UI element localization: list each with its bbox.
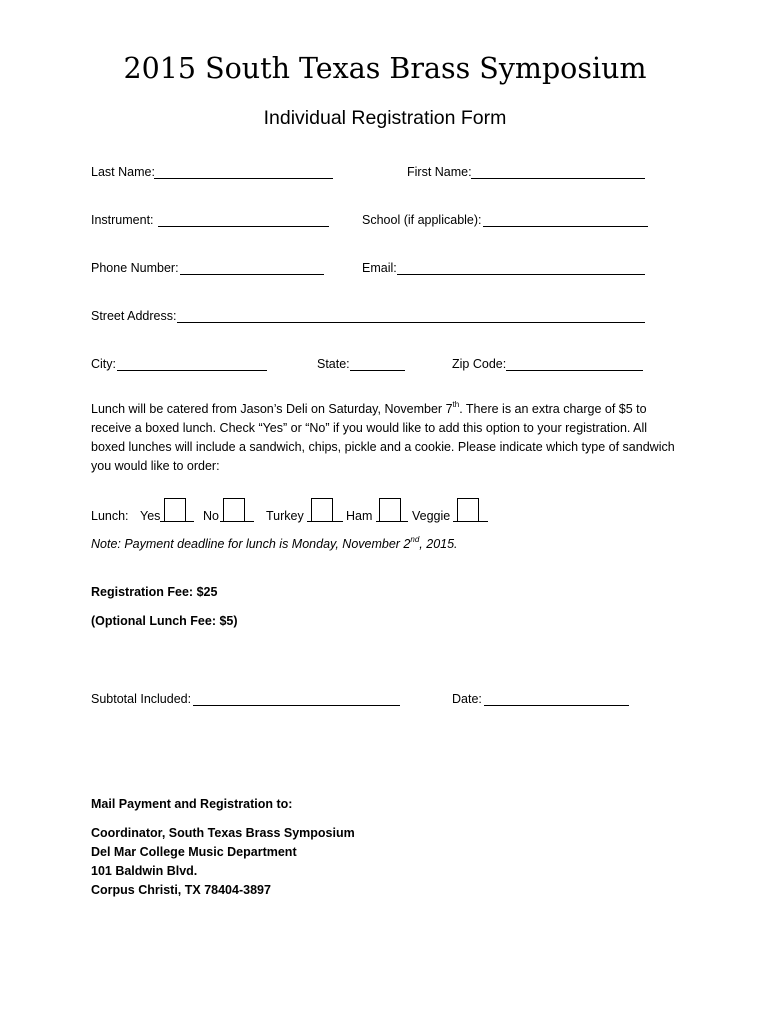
optional-lunch-fee: (Optional Lunch Fee: $5) — [91, 614, 238, 628]
form-subtitle: Individual Registration Form — [263, 107, 507, 129]
mail-heading: Mail Payment and Registration to: — [91, 797, 293, 811]
yes-label: Yes — [140, 509, 161, 523]
no-label: No — [203, 509, 219, 523]
instrument-field[interactable] — [158, 226, 329, 227]
street-address-field[interactable] — [177, 322, 645, 323]
last-name-field[interactable] — [154, 178, 333, 179]
ham-checkbox[interactable] — [379, 498, 401, 522]
mail-address-line: 101 Baldwin Blvd. — [91, 864, 198, 878]
turkey-label: Turkey — [266, 509, 304, 523]
email-field[interactable] — [397, 274, 645, 275]
phone-label: Phone Number: — [91, 261, 179, 275]
subtotal-field[interactable] — [193, 705, 400, 706]
city-label: City: — [91, 357, 116, 371]
state-label: State: — [317, 357, 350, 371]
ham-label: Ham — [346, 509, 373, 523]
city-field[interactable] — [117, 370, 267, 371]
first-name-label: First Name: — [407, 165, 472, 179]
last-name-label: Last Name: — [91, 165, 155, 179]
yes-checkbox[interactable] — [164, 498, 186, 522]
no-checkbox[interactable] — [223, 498, 245, 522]
date-field[interactable] — [484, 705, 629, 706]
payment-deadline-note: Note: Payment deadline for lunch is Monday, November 2nd, 2015. — [91, 535, 458, 551]
street-address-label: Street Address: — [91, 309, 177, 323]
zip-code-field[interactable] — [506, 370, 643, 371]
email-label: Email: — [362, 261, 397, 275]
instrument-label: Instrument: — [91, 213, 154, 227]
date-label: Date: — [452, 692, 482, 706]
school-field[interactable] — [483, 226, 648, 227]
veggie-label: Veggie — [412, 509, 451, 523]
mail-address-line: Corpus Christi, TX 78404-3897 — [91, 883, 271, 897]
school-label: School (if applicable): — [362, 213, 482, 227]
state-field[interactable] — [350, 370, 405, 371]
lunch-description: Lunch will be catered from Jason’s Deli on Saturday, November 7th. There is an extra charge of $5 to receive a boxed lunch. Check “Yes” or “No” if you would like to add this option to your registration. All boxed lunches will include a sandwich, chips, pickle and a cookie. Please indicate which type of sandwich you would like to order: — [91, 400, 675, 473]
mail-address-line: Coordinator, South Texas Brass Symposium — [91, 826, 355, 840]
registration-fee: Registration Fee: $25 — [91, 585, 218, 599]
lunch-label: Lunch: — [91, 509, 129, 523]
page-title: 2015 South Texas Brass Symposium — [123, 52, 647, 85]
phone-field[interactable] — [180, 274, 324, 275]
zip-code-label: Zip Code: — [452, 357, 507, 371]
mail-address-line: Del Mar College Music Department — [91, 845, 297, 859]
veggie-checkbox[interactable] — [457, 498, 479, 522]
subtotal-label: Subtotal Included: — [91, 692, 192, 706]
first-name-field[interactable] — [471, 178, 645, 179]
turkey-checkbox[interactable] — [311, 498, 333, 522]
